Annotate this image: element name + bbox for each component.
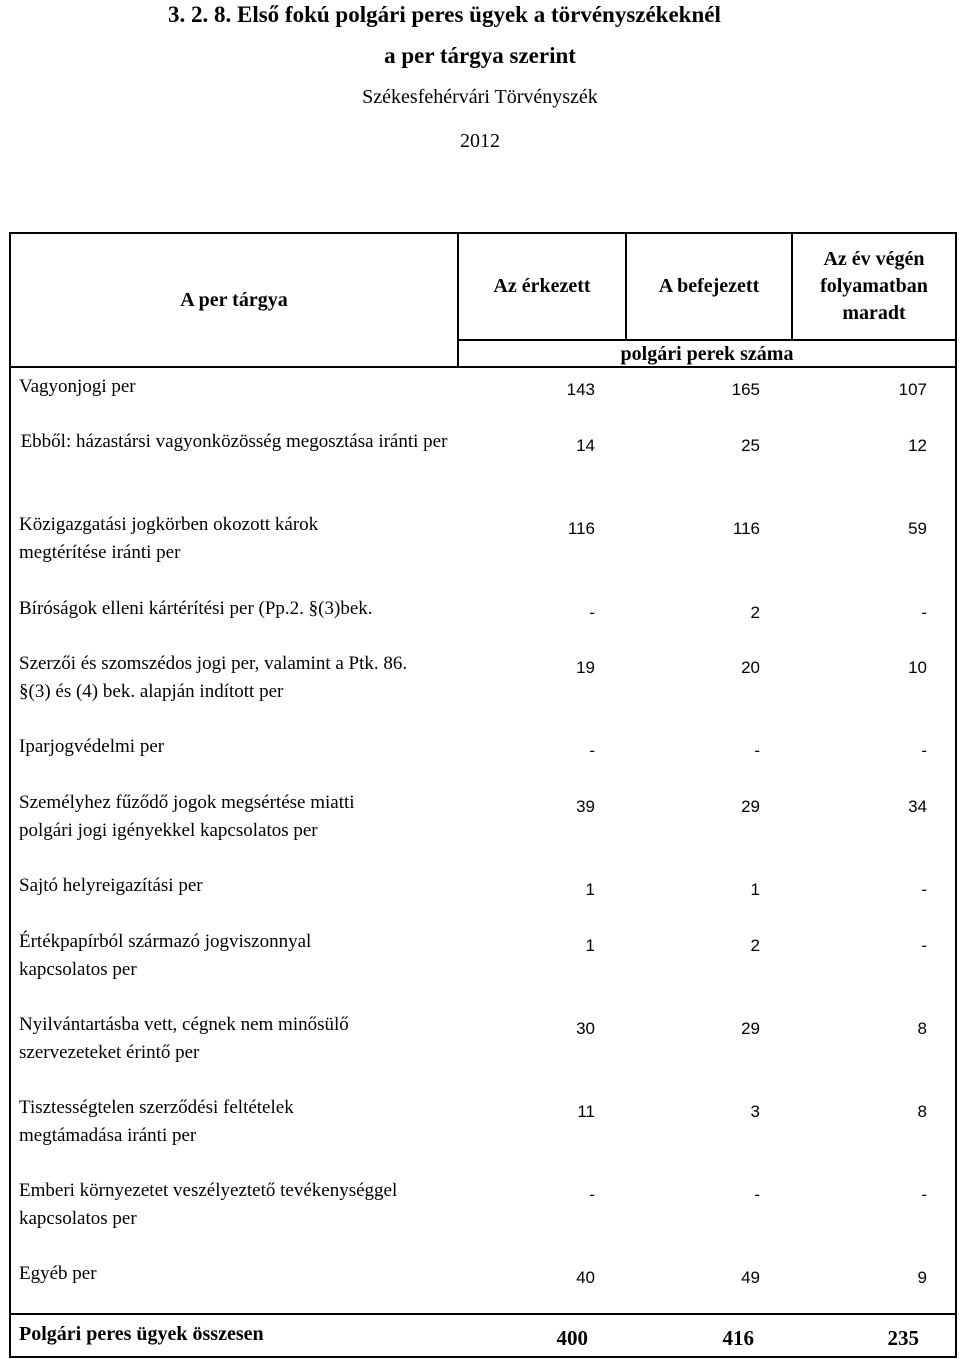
- cell-arrived: 14: [576, 436, 595, 455]
- row-label: Emberi környezetet veszélyeztető tevékenységgel kapcsolatos per: [19, 1180, 398, 1229]
- row-label: Közigazgatási jogkörben okozott károk megtérítése iránti per: [19, 514, 319, 563]
- cell-arrived: -: [589, 741, 595, 760]
- cell-pending: -: [921, 936, 927, 955]
- row-label: Szerzői és szomszédos jogi per, valamint a Ptk. 86. §(3) és (4) bek. alapján indított per: [19, 653, 408, 702]
- total-label: Polgári peres ügyek összesen: [19, 1323, 264, 1345]
- cell-pending: 9: [917, 1268, 927, 1287]
- cell-finished: 25: [741, 436, 760, 455]
- cell-pending: -: [921, 603, 927, 622]
- table-bottom-border: [9, 1356, 957, 1358]
- row-label: Sajtó helyreigazítási per: [19, 875, 203, 896]
- cell-finished: 116: [732, 519, 760, 538]
- cell-arrived: 143: [566, 380, 595, 399]
- cell-pending: 8: [917, 1102, 927, 1121]
- column-header-pending-line2: folyamatban: [820, 275, 928, 297]
- total-top-border: [9, 1313, 957, 1315]
- cell-arrived: 39: [576, 797, 595, 816]
- column-header-arrived: Az érkezett: [493, 275, 591, 297]
- row-label: Tisztességtelen szerződési feltételek megtámadása iránti per: [19, 1097, 294, 1146]
- cell-pending: 59: [908, 519, 927, 538]
- cell-arrived: 11: [577, 1102, 595, 1121]
- row-label: Iparjogvédelmi per: [19, 736, 165, 757]
- total-arrived: 400: [556, 1326, 588, 1350]
- cell-pending: -: [921, 880, 927, 899]
- cell-arrived: 1: [585, 936, 595, 955]
- column-group-unit: polgári perek száma: [620, 343, 794, 365]
- column-header-pending-line3: maradt: [842, 302, 906, 324]
- cell-arrived: 30: [576, 1019, 595, 1038]
- cell-finished: -: [754, 1185, 760, 1204]
- cell-arrived: 40: [576, 1268, 595, 1287]
- total-finished: 416: [722, 1326, 754, 1350]
- cell-finished: 165: [731, 380, 760, 399]
- total-pending: 235: [887, 1326, 919, 1350]
- cell-finished: -: [754, 741, 760, 760]
- row-label: Vagyonjogi per: [19, 376, 136, 397]
- cell-pending: 10: [908, 658, 927, 677]
- column-header-subject: A per tárgya: [180, 289, 288, 311]
- cell-finished: 3: [750, 1102, 760, 1121]
- cell-finished: 2: [750, 936, 760, 955]
- cell-pending: 12: [908, 436, 927, 455]
- row-label: Bíróságok elleni kártérítési per (Pp.2. §(3)bek.: [19, 598, 373, 619]
- cell-finished: 49: [741, 1268, 760, 1287]
- cell-finished: 20: [741, 658, 760, 677]
- table-right-border: [955, 232, 957, 1358]
- document-title: 3. 2. 8. Első fokú polgári peres ügyek a törvényszékeknél: [168, 2, 721, 27]
- cell-finished: 2: [750, 603, 760, 622]
- row-label: Nyilvántartásba vett, cégnek nem minősülő szervezeteket érintő per: [19, 1014, 349, 1063]
- cell-pending: 8: [917, 1019, 927, 1038]
- cell-pending: -: [921, 1185, 927, 1204]
- row-label: Értékpapírból származó jogviszonnyal kapcsolatos per: [19, 931, 312, 980]
- cell-arrived: -: [589, 1185, 595, 1204]
- court-name: Székesfehérvári Törvényszék: [362, 86, 598, 108]
- row-label: Személyhez fűződő jogok megsértése miatti polgári jogi igényekkel kapcsolatos per: [19, 792, 355, 841]
- column-header-finished: A befejezett: [658, 275, 760, 297]
- report-year: 2012: [460, 130, 500, 152]
- cell-pending: -: [921, 741, 927, 760]
- document-subtitle: a per tárgya szerint: [384, 43, 576, 68]
- row-label: Ebből: házastársi vagyonközösség megosztása iránti per: [20, 431, 448, 452]
- table-left-border: [9, 232, 11, 1358]
- cell-finished: 1: [750, 880, 760, 899]
- cell-arrived: 1: [585, 880, 595, 899]
- cell-finished: 29: [741, 797, 760, 816]
- cell-arrived: 19: [576, 658, 595, 677]
- row-label: Egyéb per: [19, 1263, 97, 1284]
- cell-pending: 107: [898, 380, 927, 399]
- cell-arrived: 116: [567, 519, 595, 538]
- cell-arrived: -: [589, 603, 595, 622]
- table-top-border: [9, 232, 957, 234]
- column-header-pending-line1: Az év végén: [823, 248, 925, 270]
- cell-finished: 29: [741, 1019, 760, 1038]
- cell-pending: 34: [908, 797, 927, 816]
